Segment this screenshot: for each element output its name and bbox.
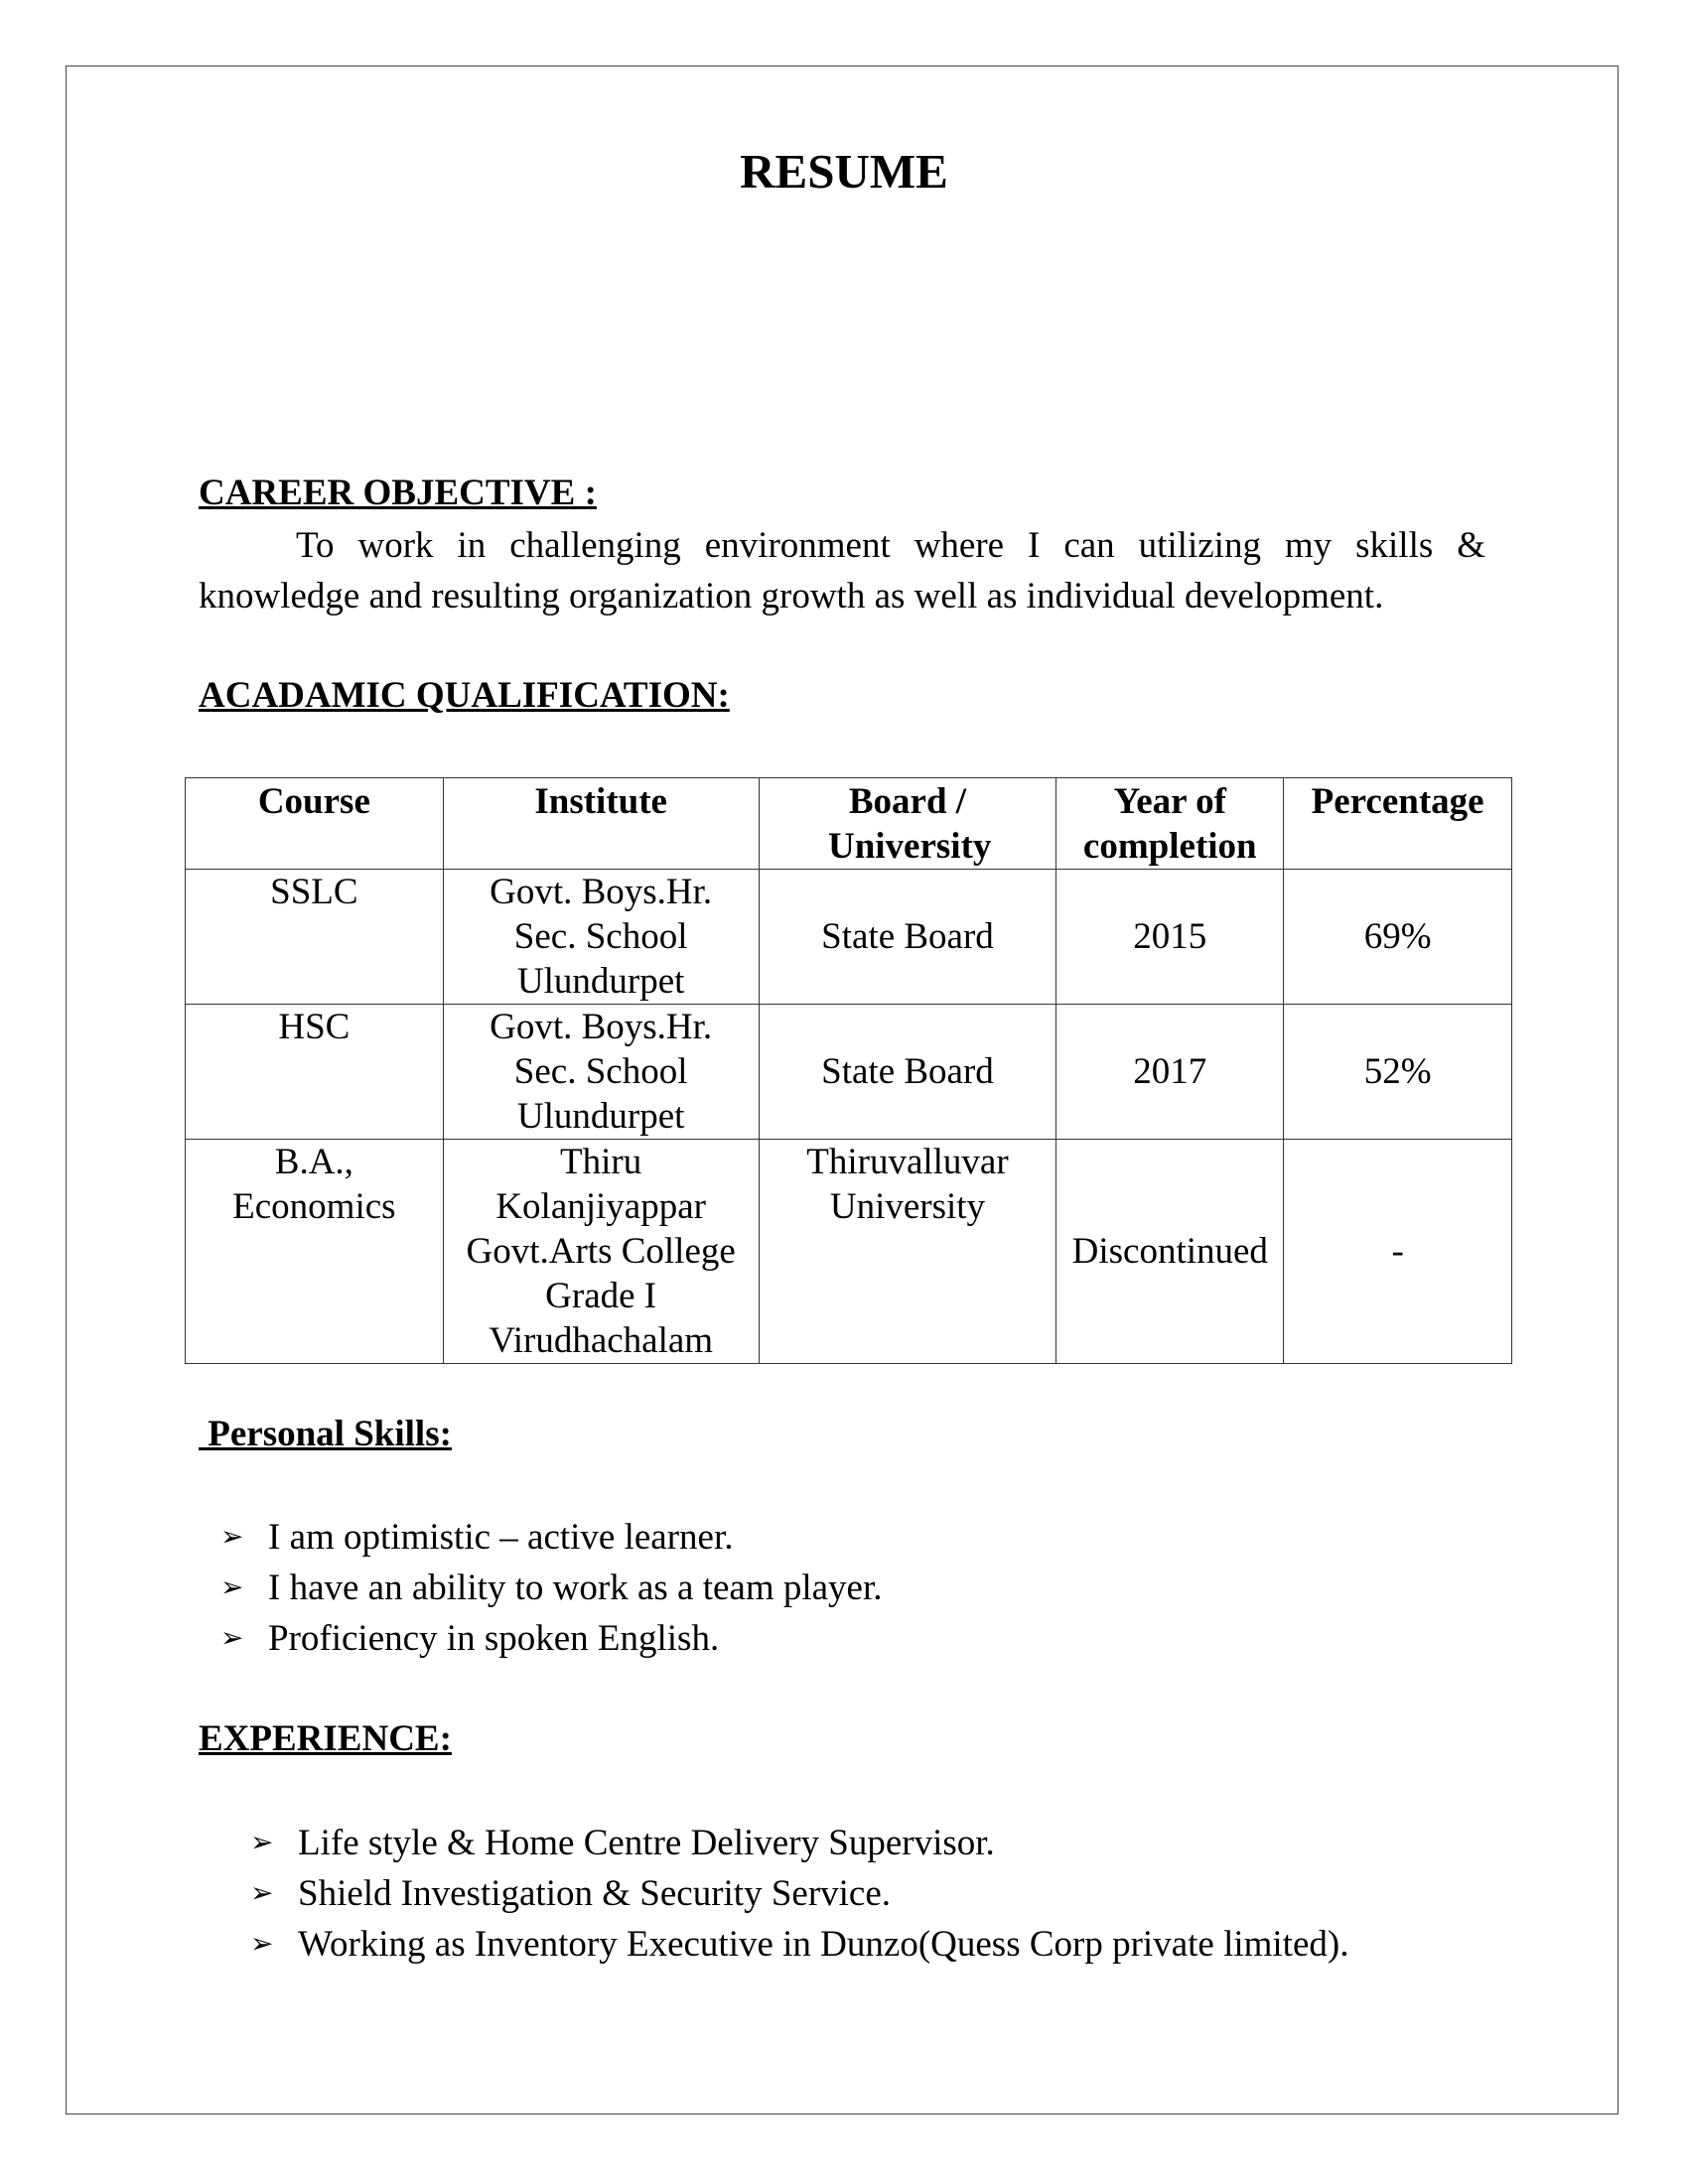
cell-institute [443,1005,759,1140]
cell-course-text: B.A., Economics [232,1142,396,1227]
academic-qualification-heading: ACADAMIC QUALIFICATION: [199,675,730,716]
list-item-text: Working as Inventory Executive in Dunzo(Quess Corp private limited). [298,1924,1349,1965]
table-header-row [186,778,1512,870]
list-item-text: Life style & Home Centre Delivery Supervisor. [298,1823,995,1863]
arrow-bullet-icon: ➢ [220,1623,244,1654]
column-header-year: Year of completion [1056,778,1284,870]
experience-heading: EXPERIENCE: [199,1718,452,1759]
cell-institute [443,870,759,1005]
personal-skills-heading: Personal Skills: [199,1414,452,1454]
cell-year-text: Discontinued [1071,1231,1268,1272]
cell-institute [443,1140,759,1364]
career-objective-paragraph: To work in challenging environment where I can utilizing my skills & knowledge and resulting organization growth as well as individual development. [199,525,1485,616]
column-header-institute: Institute [443,778,759,870]
document-title: RESUME [740,144,948,199]
column-header-board [759,778,1056,870]
cell-year [1056,1140,1284,1364]
table-row [186,1140,1512,1364]
cell-year: 2017 [1056,1005,1284,1140]
table-row [186,870,1512,1005]
experience-list [250,1818,1348,1970]
arrow-bullet-icon: ➢ [220,1572,244,1603]
cell-percentage: 69% [1284,870,1512,1005]
list-item-text: Proficiency in spoken English. [268,1618,720,1659]
arrow-bullet-icon: ➢ [250,1929,274,1960]
cell-institute-text: Govt. Boys.Hr. Sec. School Ulundurpet [490,872,713,1002]
column-header-course: Course [186,778,444,870]
cell-course: SSLC [186,870,444,1005]
career-objective-text [199,520,1485,621]
cell-year: 2015 [1056,870,1284,1005]
cell-percentage: - [1284,1140,1512,1364]
column-header-percentage: Percentage [1284,778,1512,870]
career-objective-heading: CAREER OBJECTIVE : [199,473,597,513]
list-item [220,1613,883,1664]
cell-percentage: 52% [1284,1005,1512,1140]
arrow-bullet-icon: ➢ [250,1828,274,1858]
list-item-text: I have an ability to work as a team player. [268,1568,883,1608]
list-item [250,1868,1348,1919]
list-item [220,1512,883,1563]
cell-course: HSC [186,1005,444,1140]
list-item-text: I am optimistic – active learner. [268,1517,734,1558]
table-row [186,1005,1512,1140]
cell-institute-text: Govt. Boys.Hr. Sec. School Ulundurpet [490,1007,713,1137]
arrow-bullet-icon: ➢ [250,1878,274,1909]
list-item-text: Shield Investigation & Security Service. [298,1873,892,1914]
list-item [250,1818,1348,1868]
cell-board-text: Thiruvalluvar University [806,1142,1009,1227]
cell-course [186,1140,444,1364]
list-item [220,1563,883,1613]
list-item [250,1919,1348,1970]
column-header-board-label: Board / University [827,781,992,867]
personal-skills-list [220,1512,883,1664]
cell-institute-text: Thiru Kolanjiyappar Govt.Arts College Grade I Virudhachalam [466,1142,736,1361]
cell-board: State Board [759,870,1056,1005]
cell-board: State Board [759,1005,1056,1140]
academic-qualification-table [185,777,1512,1364]
arrow-bullet-icon: ➢ [220,1522,244,1553]
cell-board [759,1140,1056,1364]
